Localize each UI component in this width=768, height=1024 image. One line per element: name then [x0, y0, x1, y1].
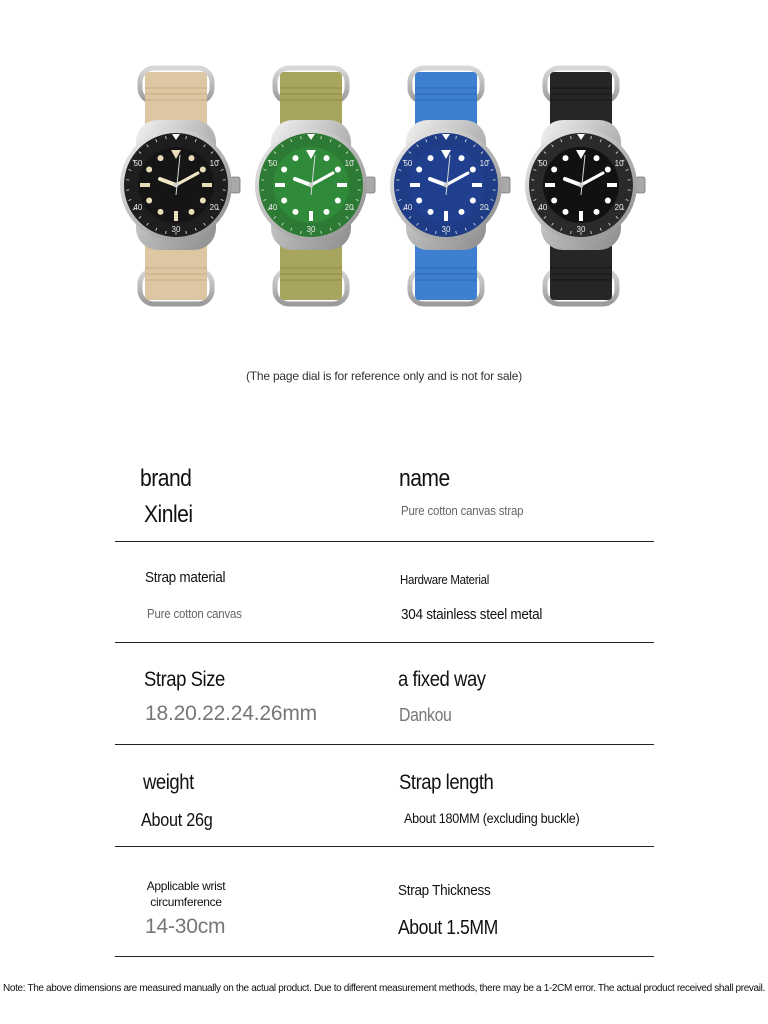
svg-text:10: 10: [614, 159, 624, 168]
svg-text:40: 40: [268, 203, 278, 212]
brand-label: brand: [140, 465, 192, 492]
strap-material-label: Strap material: [145, 569, 226, 586]
svg-text:50: 50: [538, 159, 548, 168]
hardware-material-value: 304 stainless steel metal: [401, 606, 543, 623]
row-divider: [115, 846, 654, 847]
svg-text:20: 20: [614, 203, 624, 212]
row-divider: [115, 541, 654, 542]
svg-text:20: 20: [344, 203, 354, 212]
svg-text:30: 30: [171, 225, 181, 234]
strap-thickness-value: About 1.5MM: [398, 917, 498, 939]
svg-text:10: 10: [209, 159, 219, 168]
reference-note: (The page dial is for reference only and is not for sale): [245, 369, 523, 383]
hardware-material-label: Hardware Material: [400, 572, 489, 587]
row-divider: [115, 744, 654, 745]
row-divider: [115, 956, 654, 957]
fixed-way-value: Dankou: [399, 705, 452, 725]
strap-thickness-label: Strap Thickness: [398, 882, 491, 899]
svg-text:50: 50: [268, 159, 278, 168]
row-divider: [115, 642, 654, 643]
svg-text:30: 30: [576, 225, 586, 234]
svg-text:10: 10: [344, 159, 354, 168]
weight-value: About 26g: [141, 810, 213, 830]
fixed-way-label: a fixed way: [398, 668, 486, 691]
svg-text:10: 10: [479, 159, 489, 168]
svg-text:30: 30: [306, 225, 316, 234]
strap-size-value: 18.20.22.24.26mm: [145, 702, 317, 725]
wrist-circumference-value: 14-30cm: [145, 915, 226, 938]
svg-text:40: 40: [133, 203, 143, 212]
name-label: name: [399, 465, 450, 492]
brand-value: Xinlei: [144, 501, 193, 528]
strap-length-label: Strap length: [399, 771, 494, 794]
svg-text:20: 20: [479, 203, 489, 212]
svg-text:40: 40: [538, 203, 548, 212]
strap-material-value: Pure cotton canvas: [147, 606, 242, 621]
svg-text:30: 30: [441, 225, 451, 234]
name-value: Pure cotton canvas strap: [401, 503, 524, 518]
svg-text:20: 20: [209, 203, 219, 212]
svg-text:50: 50: [133, 159, 143, 168]
weight-label: weight: [143, 771, 194, 794]
measurement-footnote: Note: The above dimensions are measured manually on the actual product. Due to different measurement methods, there may be a 1-2CM error. The actual product received shall prevail.: [3, 983, 765, 994]
strap-length-value: About 180MM (excluding buckle): [404, 810, 580, 826]
strap-size-label: Strap Size: [144, 668, 225, 691]
svg-text:50: 50: [403, 159, 413, 168]
wrist-circumference-label: Applicable wrist circumference: [146, 879, 226, 909]
svg-text:40: 40: [403, 203, 413, 212]
